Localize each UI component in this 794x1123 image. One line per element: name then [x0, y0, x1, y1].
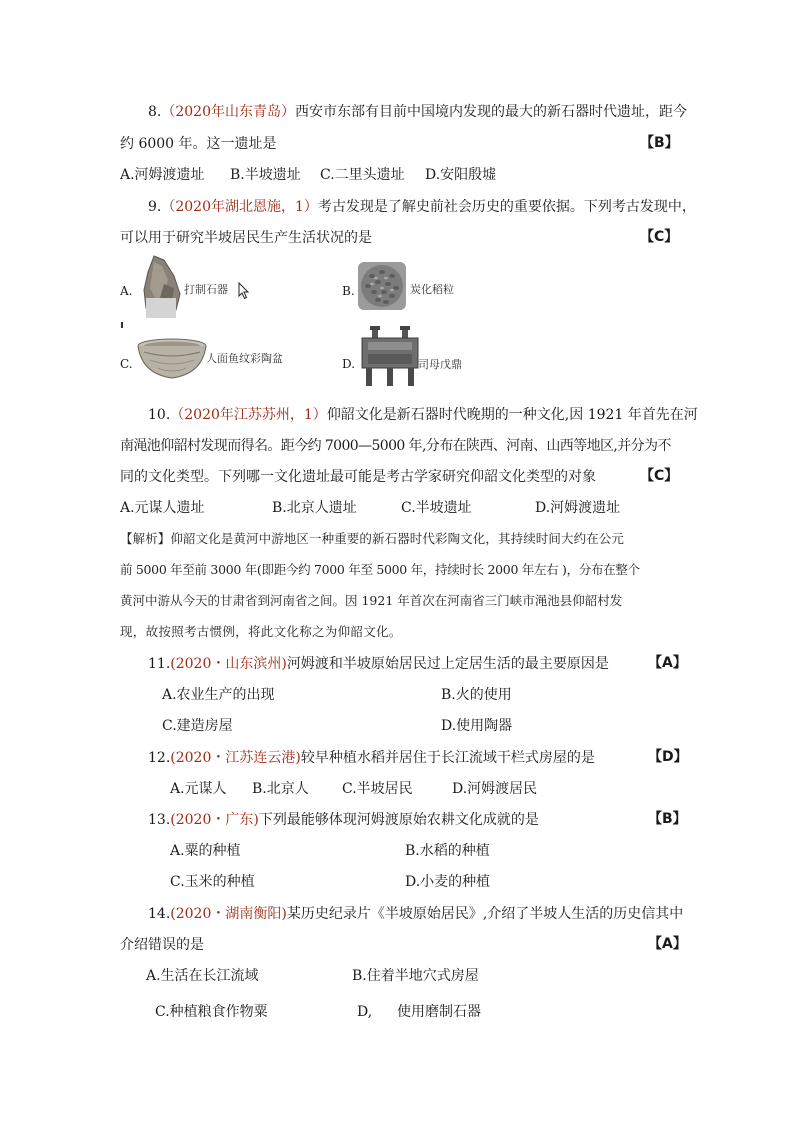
- q14-answer: 【A】: [648, 936, 687, 952]
- q10-analysis-line-1: 【解析】仰韶文化是黄河中游地区一种重要的新石器时代彩陶文化，其持续时间大约在公元: [120, 531, 625, 546]
- small-mark: [121, 322, 123, 328]
- q9-img-a-label: 打制石器: [184, 283, 228, 296]
- q14-option-d-letter: D,: [357, 1004, 373, 1020]
- q13-option-d: D.小麦的种植: [405, 874, 491, 890]
- q13-option-a: A.粟的种植: [170, 843, 241, 859]
- q8-line1: [148, 102, 687, 122]
- q9-source: （2020年湖北恩施，1）: [161, 199, 318, 215]
- q12-number: 12.: [148, 750, 171, 766]
- q13-source: (2020・广东): [170, 812, 259, 828]
- q10-line3: 同的文化类型。下列哪一文化遗址最可能是考古学家研究仰韶文化类型的对象: [120, 469, 596, 485]
- q8-option-c: C.二里头遗址: [320, 167, 405, 183]
- q14-option-a: A.生活在长江流域: [146, 968, 259, 984]
- q9-img-b-label: 炭化稻粒: [410, 283, 454, 296]
- painted-pottery-basin-image: [136, 338, 208, 384]
- q12-source: (2020・江苏连云港): [170, 750, 301, 766]
- q11-option-b: B.火的使用: [441, 687, 512, 703]
- q9-option-d-letter: D.: [342, 357, 356, 371]
- q9-option-c-letter: C.: [120, 357, 133, 371]
- q14-number: 14.: [148, 906, 171, 922]
- q10-line2: 南渑池仰韶村发现而得名。距今约 7000—5000 年,分布在陕西、河南、山西等地区,并分为不: [120, 438, 671, 454]
- q8-line2: 约 6000 年。这一遗址是: [120, 136, 277, 152]
- q14-option-d-text: 使用磨制石器: [397, 1004, 481, 1020]
- q14-source: (2020・湖南衡阳): [170, 906, 287, 922]
- q8-option-b: B.半坡遗址: [230, 167, 301, 183]
- q14-line2: 介绍错误的是: [120, 937, 204, 953]
- q8-source: （2020年山东青岛）: [161, 104, 295, 120]
- q11-number: 11.: [148, 656, 171, 672]
- q11-option-d: D.使用陶器: [441, 718, 513, 734]
- q9-option-a-letter: A.: [120, 284, 133, 298]
- mouse-cursor-icon: [238, 282, 250, 304]
- q12-option-c: C.半坡居民: [342, 781, 413, 797]
- q9-option-b-letter: B.: [342, 284, 355, 298]
- q9-answer: 【C】: [640, 229, 679, 245]
- q14-stem-1: 某历史纪录片《半坡原始居民》,介绍了半坡人生活的历史信其中: [286, 906, 684, 922]
- q9-line2: 可以用于研究半坡居民生产生活状况的是: [120, 230, 372, 246]
- q12-option-a: A.元谋人: [170, 781, 227, 797]
- q10-analysis-line-3: 黄河中游从今天的甘肃省到河南省之间。因 1921 年首次在河南省三门峡市渑池县仰韶村发: [120, 593, 623, 608]
- q12-answer: 【D】: [648, 749, 688, 765]
- q10-analysis-line-2: 前 5000 年至前 3000 年(即距今约 7000 年至 5000 年，持续时长 2000 年左右 )，分布在整个: [120, 562, 640, 577]
- q9-stem-1: 考古发现是了解史前社会历史的重要依据。下列考古发现中，: [317, 199, 696, 215]
- q11-line1: [148, 654, 609, 674]
- q13-number: 13.: [148, 812, 171, 828]
- q10-stem-1: 仰韶文化是新石器时代晚期的一种文化,因 1921 年首先在河: [326, 407, 698, 423]
- q10-answer: 【C】: [640, 468, 679, 484]
- q10-analysis-line-4: 现，故按照考古惯例，将此文化称之为仰韶文化。: [120, 624, 402, 639]
- q8-number: 8.: [148, 104, 162, 120]
- q11-option-c: C.建造房屋: [162, 718, 233, 734]
- q13-line1: [148, 810, 539, 830]
- q10-line1: [148, 405, 698, 425]
- q9-img-d-label: 司母戊鼎: [418, 358, 462, 371]
- q13-stem: 下列最能够体现河姆渡原始农耕文化成就的是: [258, 812, 539, 828]
- q8-option-a: A.河姆渡遗址: [120, 167, 205, 183]
- q8-option-d: D.安阳殷墟: [425, 167, 497, 183]
- q13-option-c: C.玉米的种植: [170, 874, 255, 890]
- q9-number: 9.: [148, 199, 162, 215]
- q11-answer: 【A】: [648, 655, 687, 671]
- q14-option-c: C.种植粮食作物粟: [155, 1004, 268, 1020]
- carbonized-rice-image: [358, 262, 406, 314]
- q14-line1: [148, 904, 683, 924]
- q9-line1: [148, 197, 696, 217]
- q14-option-b: B.住着半地穴式房屋: [352, 968, 479, 984]
- stone-tool-shadow: [146, 298, 176, 318]
- q10-option-b: B.北京人遗址: [272, 500, 357, 516]
- q12-line1: [148, 748, 595, 768]
- q10-option-d: D.河姆渡遗址: [535, 500, 621, 516]
- q9-img-c-label: 人面鱼纹彩陶盆: [206, 352, 283, 365]
- q13-option-b: B.水稻的种植: [405, 843, 490, 859]
- q12-option-b: B.北京人: [252, 781, 309, 797]
- q12-stem: 较早种植水稻并居住于长江流域干栏式房屋的是: [300, 750, 595, 766]
- q10-option-c: C.半坡遗址: [401, 500, 472, 516]
- q11-option-a: A.农业生产的出现: [162, 687, 275, 703]
- q11-source: (2020・山东滨州): [170, 656, 287, 672]
- q10-option-a: A.元谋人遗址: [120, 500, 205, 516]
- q8-stem-1: 西安市东部有目前中国境内发现的最大的新石器时代遗址，距今: [295, 104, 687, 120]
- q10-source: （2020年江苏苏州，1）: [170, 407, 327, 423]
- q11-stem: 河姆渡和半坡原始居民过上定居生活的最主要原因是: [286, 656, 609, 672]
- q10-number: 10.: [148, 407, 171, 423]
- bronze-ding-image: [358, 326, 422, 392]
- q12-option-d: D.河姆渡居民: [452, 781, 538, 797]
- q8-answer: 【B】: [640, 135, 679, 151]
- q13-answer: 【B】: [648, 811, 687, 827]
